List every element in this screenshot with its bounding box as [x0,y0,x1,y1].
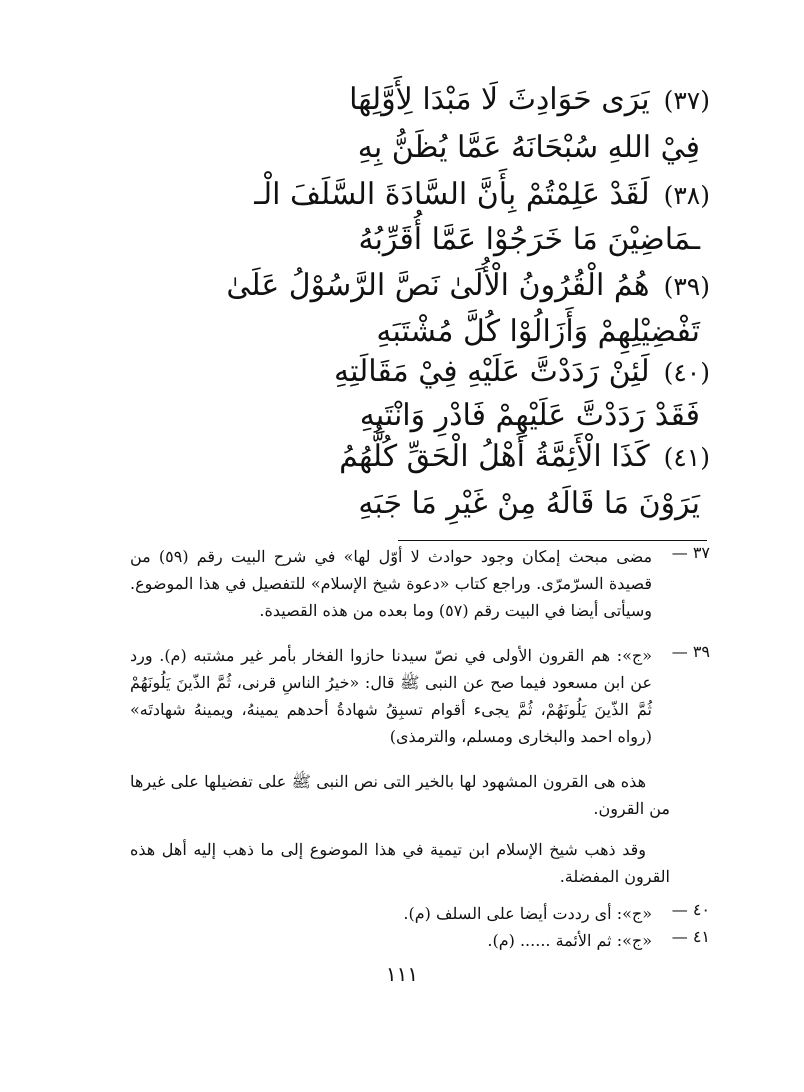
verse-38-second-hemistich: ـمَاضِيْنَ مَا خَرَجُوْا عَمَّا أُقَرِّبُهُ [358,222,700,257]
verse-number: (٤٠) [663,358,710,387]
verse-41-first-hemistich [339,435,710,480]
page-number: ١١١ [385,962,419,986]
verse-40-second-hemistich: فَقَدْ رَدَدْتَّ عَلَيْهِمْ فَادْرِ وَانْتَبِهِ [359,398,700,433]
verse-37-second-hemistich: فِيْ اللهِ سُبْحَانَهُ عَمَّا يُظَنُّ بِهِ [357,130,700,165]
footnote-text: «ج»: ثم الأئمة ...... (م). [487,931,652,950]
verse-number: (٣٨) [663,181,710,210]
footnote-text: «ج»: هم القرون الأولى في نصّ سيدنا حازوا الفخار بأمر غير مشتبه (م). ورد عن ابن مسعود فيما صح عن النبى ﷺ قال: «خيرُ الناسِ قرنى، ثُمَّ الذّينَ يَلُونَهُمْ ثُمَّ الذّينَ يَلُونَهُمْ، ثُمَّ يجىء أقوام تسبِقُ شهادةُ أحدهم يمينهُ، ويمينهُ شهادتَه» (رواه احمد والبخارى ومسلم، والترمذى) [130,646,652,746]
verse-text: هُمُ الْقُرُونُ الْأُلَىٰ نَصَّ الرَّسُوْلُ عَلَىٰ [226,268,650,303]
commentary-paragraph: هذه هى القرون المشهود لها بالخير التى نص النبى ﷺ على تفضيلها على غيرها من القرون. [130,772,670,818]
verse-text: لَقَدْ عَلِمْتُمْ بِأَنَّ السَّادَةَ السَّلَفَ الْـ [254,177,650,212]
verse-text: لَئِنْ رَدَدْتَّ عَلَيْهِ فِيْ مَقَالَتِهِ [334,354,650,389]
footnote-number: ٤١ — [671,927,710,946]
footnote-separator [398,540,707,541]
footnote-number: ٣٩ — [671,642,710,661]
footnote-number: ٤٠ — [671,900,710,919]
verse-41-second-hemistich: يَرَوْنَ مَا قَالَهُ مِنْ غَيْرِ مَا جَبَهِ [358,486,700,521]
verse-text: كَذَا الْأَئِمَّةُ أَهْلُ الْحَقِّ كُلُّهُمُ [339,439,650,474]
verse-number: (٣٧) [663,86,710,115]
verse-39-first-hemistich [226,264,710,309]
commentary-paragraph: وقد ذهب شيخ الإسلام ابن تيمية في هذا الموضوع إلى ما ذهب إليه أهل هذه القرون المفضلة. [130,840,670,886]
footnote-text: «ج»: أى رددت أيضا على السلف (م). [403,904,652,923]
verse-37-first-hemistich [349,78,710,123]
footnote-text: مضى مبحث إمكان وجود حوادث لا أوّل لها» في شرح البيت رقم (٥٩) من قصيدة السرّمرّى. وراجع كتاب «دعوة شيخ الإسلام» للتفصيل في هذا الموضوع. وسيأتى أيضا في البيت رقم (٥٧) وما بعده من هذه القصيدة. [130,547,653,620]
verse-39-second-hemistich: تَفْضِيْلِهِمْ وَأَزَالُوْا كُلَّ مُشْتَبَهِ [376,314,700,349]
verse-number: (٣٩) [663,272,710,301]
verse-text: يَرَى حَوَادِثَ لَا مَبْدَا لِأَوَّلِهَا [349,82,650,117]
verse-40-first-hemistich [334,350,710,395]
footnote-number: ٣٧ — [671,543,710,562]
verse-number: (٤١) [663,443,710,472]
verse-38-first-hemistich [254,173,710,218]
